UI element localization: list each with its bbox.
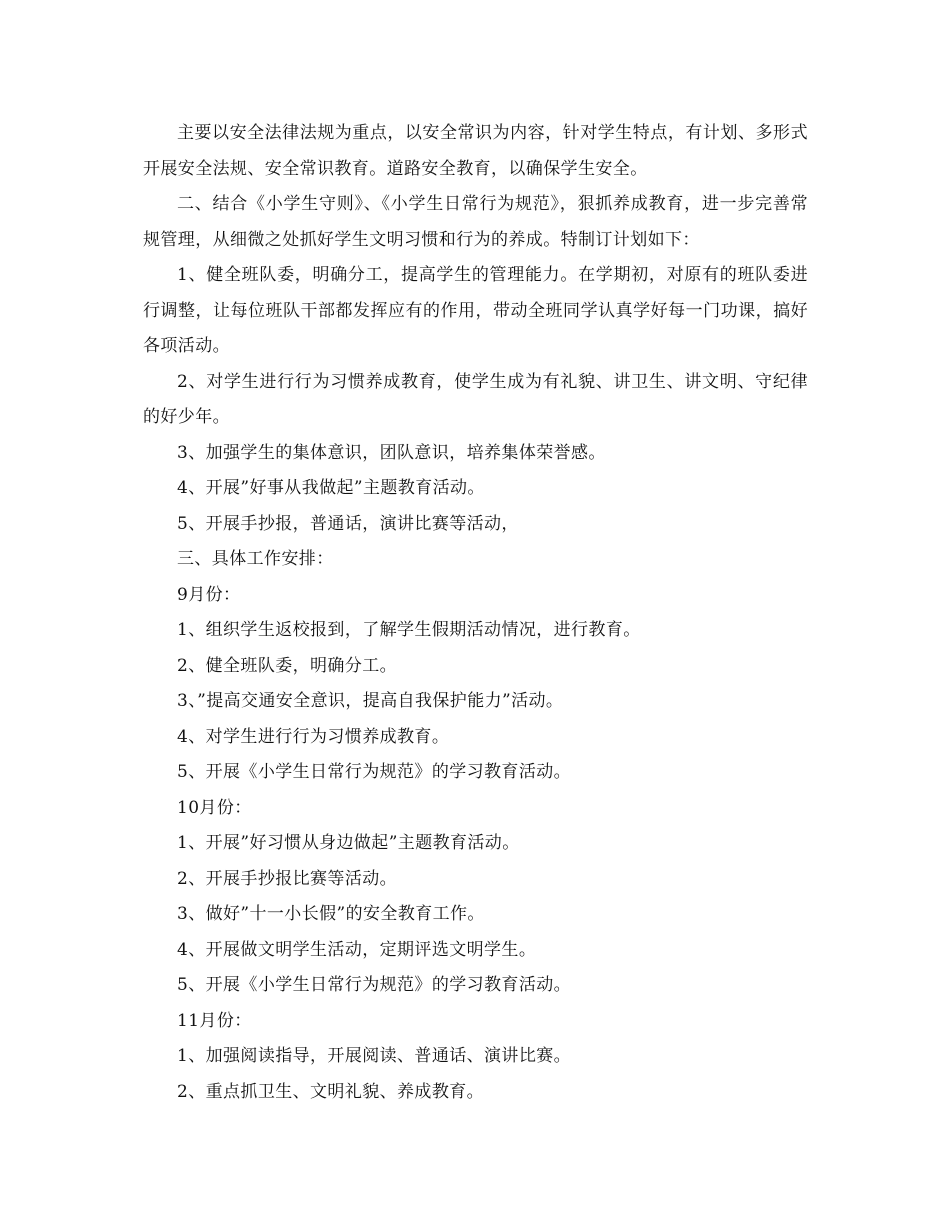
- paragraph-item: 4、开展做文明学生活动，定期评选文明学生。: [177, 939, 537, 960]
- paragraph-item: 2、健全班队委，明确分工。: [177, 655, 398, 676]
- paragraph-item: 4、开展”好事从我做起”主题教育活动。: [177, 478, 485, 498]
- paragraph-item: 5、开展《小学生日常行为规范》的学习教育活动。: [177, 975, 572, 995]
- paragraph-item: 1、加强阅读指导，开展阅读、普通话、演讲比赛。: [177, 1046, 572, 1066]
- paragraph-item: 5、开展手抄报，普通话，演讲比赛等活动，: [177, 513, 519, 534]
- paragraph-item: 5、开展《小学生日常行为规范》的学习教育活动。: [177, 762, 572, 782]
- paragraph-item: 3、”提高交通安全意识，提高自我保护能力”活动。: [177, 691, 564, 711]
- paragraph-item: 1、组织学生返校报到，了解学生假期活动情况，进行教育。: [177, 620, 641, 640]
- paragraph-item: 3、加强学生的集体意识，团队意识，培养集体荣誉感。: [177, 442, 606, 463]
- paragraph-item: 2、开展手抄报比赛等活动。: [177, 868, 398, 889]
- paragraph-item: 1、开展”好习惯从身边做起”主题教育活动。: [177, 833, 520, 853]
- month-heading-september: 9月份：: [177, 584, 241, 605]
- paragraph-section-2: 二、结合《小学生守则》、《小学生日常行为规范》，狠抓养成教育，进一步完善常规管理，从细微之处抓好学生文明习惯和行为的养成。特制订计划如下：: [143, 194, 808, 250]
- paragraph-item: 2、对学生进行行为习惯养成教育，使学生成为有礼貌、讲卫生、讲文明、守纪律的好少年。: [143, 371, 808, 427]
- paragraph-item: 2、重点抓卫生、文明礼貌、养成教育。: [177, 1081, 485, 1102]
- paragraph-item: 4、对学生进行行为习惯养成教育。: [177, 726, 450, 747]
- paragraph-section-3: 三、具体工作安排：: [177, 549, 334, 569]
- month-heading-october: 10月份：: [177, 797, 252, 818]
- document-body: [143, 116, 808, 1110]
- paragraph-intro: 主要以安全法律法规为重点，以安全常识为内容，针对学生特点，有计划、多形式开展安全法规、安全常识教育。道路安全教育，以确保学生安全。: [143, 123, 808, 179]
- month-heading-november: 11月份：: [177, 1010, 252, 1031]
- paragraph-item: 3、做好”十一小长假”的安全教育工作。: [177, 904, 485, 924]
- paragraph-item: 1、健全班队委，明确分工，提高学生的管理能力。在学期初，对原有的班队委进行调整，让每位班队干部都发挥应有的作用，带动全班同学认真学好每一门功课，搞好各项活动。: [143, 265, 808, 356]
